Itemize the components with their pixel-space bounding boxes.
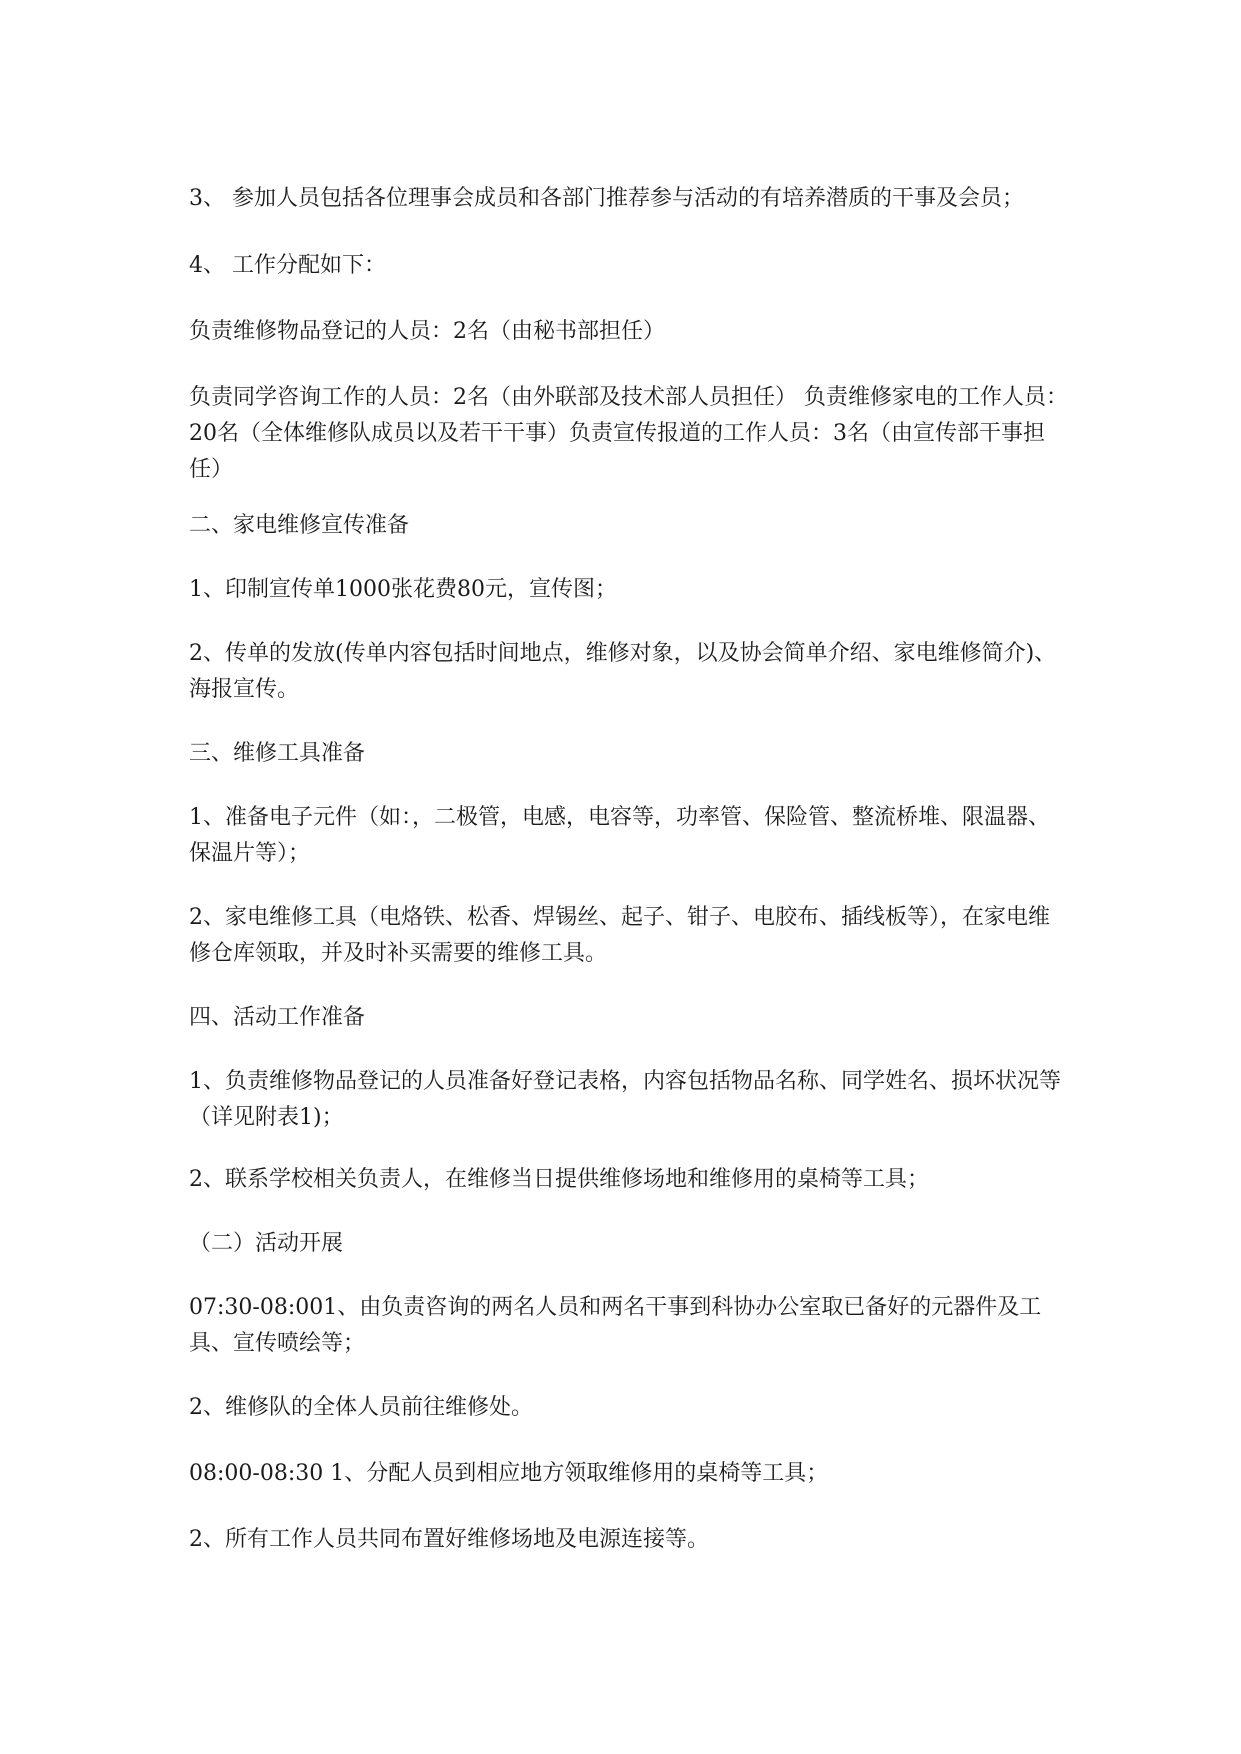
section-heading-activity-execution: （二）活动开展 (189, 1231, 344, 1256)
paragraph-repair-tools: 2、家电维修工具（电烙铁、松香、焊锡丝、起子、钳子、电胶布、插线板等），在家电维修仓库领取，并及时补买需要的维修工具。 (189, 905, 1051, 966)
paragraph-team-travel: 2、维修队的全体人员前往维修处。 (189, 1395, 533, 1420)
section-heading-tool-preparation: 三、维修工具准备 (189, 741, 366, 766)
paragraph-contact-school: 2、联系学校相关负责人，在维修当日提供维修场地和维修用的桌椅等工具； (189, 1167, 929, 1192)
paragraph-registration-form: 1、负责维修物品登记的人员准备好登记表格，内容包括物品名称、同学姓名、损坏状况等（详见附表1)； (189, 1069, 1062, 1130)
paragraph-site-setup: 2、所有工作人员共同布置好维修场地及电源连接等。 (189, 1527, 709, 1552)
paragraph-print-flyers: 1、印制宣传单1000张花费80元，宣传图； (189, 577, 617, 602)
paragraph-participants: 3、 参加人员包括各位理事会成员和各部门推荐参与活动的有培养潜质的干事及会员； (189, 186, 1024, 211)
section-heading-publicity-preparation: 二、家电维修宣传准备 (189, 513, 410, 538)
paragraph-work-assignment-heading: 4、 工作分配如下： (189, 253, 386, 278)
paragraph-schedule-0800: 08:00-08:30 1、分配人员到相应地方领取维修用的桌椅等工具； (189, 1461, 829, 1486)
paragraph-schedule-0730: 07:30-08:001、由负责咨询的两名人员和两名干事到科协办公室取已备好的元器件及工具、宣传喷绘等； (189, 1295, 1042, 1356)
paragraph-flyer-distribution: 2、传单的发放(传单内容包括时间地点，维修对象，以及协会简单介绍、家电维修简介)、海报宣传。 (189, 641, 1057, 702)
paragraph-electronic-components: 1、准备电子元件（如：，二极管，电感，电容等，功率管、保险管、整流桥堆、限温器、保温片等）； (189, 805, 1051, 866)
section-heading-activity-preparation: 四、活动工作准备 (189, 1005, 366, 1030)
paragraph-consulting-repair-publicity-staff: 负责同学咨询工作的人员：2名（由外联部及技术部人员担任） 负责维修家电的工作人员：20名（全体维修队成员以及若干干事）负责宣传报道的工作人员：3名（由宣传部干事担任） (189, 385, 1068, 482)
paragraph-registration-staff: 负责维修物品登记的人员：2名（由秘书部担任） (189, 319, 665, 344)
